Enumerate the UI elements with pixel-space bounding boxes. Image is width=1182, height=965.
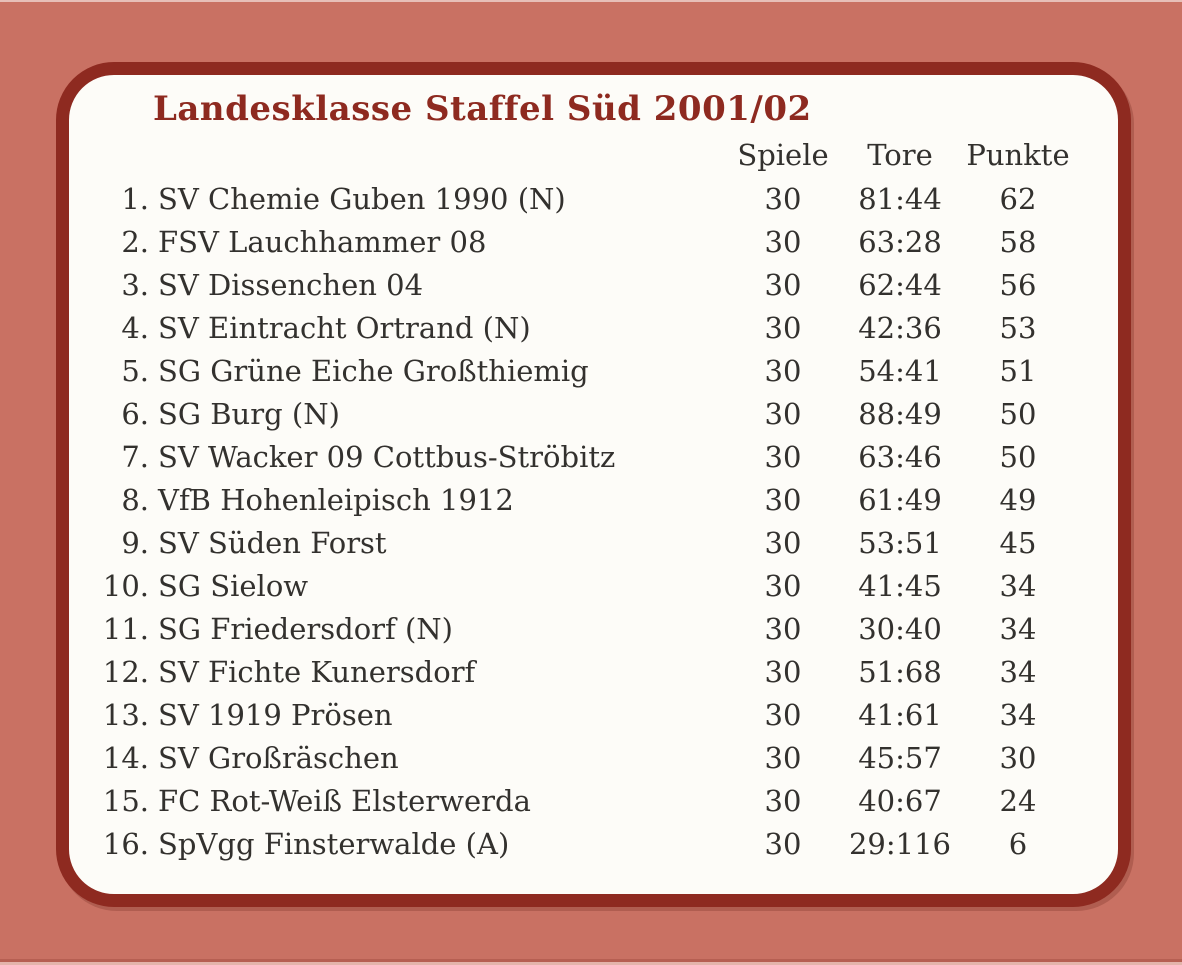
table-header-row [69,133,1118,176]
punkte-cell: 51 [999,353,1037,388]
table-row [69,736,1118,779]
page-title: Landesklasse Staffel Süd 2001/02 [153,89,812,129]
team-cell: SV 1919 Prösen [158,697,393,732]
league-table-card [56,62,1131,907]
spiele-cell: 30 [764,396,802,431]
team-cell: SV Süden Forst [158,525,387,560]
spiele-cell: 30 [764,611,802,646]
punkte-cell: 50 [999,396,1037,431]
punkte-cell: 45 [999,525,1037,560]
punkte-cell: 34 [999,697,1037,732]
punkte-cell: 53 [999,310,1037,345]
tore-cell: 40:67 [858,783,942,818]
tore-cell: 63:28 [858,224,942,259]
team-cell: FSV Lauchhammer 08 [158,224,487,259]
tore-cell: 61:49 [858,482,942,517]
team-cell: SV Dissenchen 04 [158,267,424,302]
table-row [69,349,1118,392]
table-row [69,220,1118,263]
table-row [69,306,1118,349]
team-cell: VfB Hohenleipisch 1912 [158,482,514,517]
rank-cell: 10. [102,568,149,603]
spiele-cell: 30 [764,740,802,775]
tore-cell: 81:44 [858,181,942,216]
team-cell: SV Eintracht Ortrand (N) [158,310,531,345]
table-row [69,478,1118,521]
punkte-cell: 24 [999,783,1037,818]
tore-cell: 30:40 [858,611,942,646]
header-spiele: Spiele [737,137,829,172]
tore-cell: 51:68 [858,654,942,689]
team-cell: SG Burg (N) [158,396,340,431]
spiele-cell: 30 [764,267,802,302]
punkte-cell: 56 [999,267,1037,302]
tore-cell: 54:41 [858,353,942,388]
team-cell: SV Chemie Guben 1990 (N) [158,181,566,216]
punkte-cell: 34 [999,654,1037,689]
team-cell: SG Grüne Eiche Großthiemig [158,353,589,388]
rank-cell: 9. [121,525,149,560]
spiele-cell: 30 [764,482,802,517]
team-cell: FC Rot-Weiß Elsterwerda [158,783,531,818]
table-row [69,263,1118,306]
punkte-cell: 34 [999,568,1037,603]
punkte-cell: 6 [1008,826,1028,861]
team-cell: SG Friedersdorf (N) [158,611,453,646]
spiele-cell: 30 [764,353,802,388]
team-cell: SV Fichte Kunersdorf [158,654,476,689]
table-row [69,435,1118,478]
rank-cell: 7. [121,439,149,474]
tore-cell: 41:61 [858,697,942,732]
punkte-cell: 58 [999,224,1037,259]
punkte-cell: 50 [999,439,1037,474]
rank-cell: 12. [102,654,149,689]
spiele-cell: 30 [764,181,802,216]
tore-cell: 53:51 [858,525,942,560]
rank-cell: 4. [121,310,149,345]
spiele-cell: 30 [764,310,802,345]
team-cell: SpVgg Finsterwalde (A) [158,826,510,861]
punkte-cell: 34 [999,611,1037,646]
rank-cell: 15. [102,783,149,818]
spiele-cell: 30 [764,826,802,861]
rank-cell: 6. [121,396,149,431]
tore-cell: 45:57 [858,740,942,775]
table-row [69,822,1118,865]
rank-cell: 1. [121,181,149,216]
table-row [69,564,1118,607]
tore-cell: 29:116 [848,826,952,861]
table-row [69,693,1118,736]
rank-cell: 3. [121,267,149,302]
punkte-cell: 49 [999,482,1037,517]
table-row [69,650,1118,693]
header-tore: Tore [867,137,933,172]
tore-cell: 41:45 [858,568,942,603]
tore-cell: 88:49 [858,396,942,431]
spiele-cell: 30 [764,783,802,818]
spiele-cell: 30 [764,439,802,474]
spiele-cell: 30 [764,525,802,560]
table-row [69,177,1118,220]
punkte-cell: 30 [999,740,1037,775]
rank-cell: 8. [121,482,149,517]
rank-cell: 5. [121,353,149,388]
team-cell: SV Wacker 09 Cottbus-Ströbitz [158,439,616,474]
table-body [69,177,1118,865]
team-cell: SV Großräschen [158,740,399,775]
table-row [69,607,1118,650]
spiele-cell: 30 [764,654,802,689]
table-row [69,392,1118,435]
rank-cell: 13. [102,697,149,732]
spiele-cell: 30 [764,568,802,603]
punkte-cell: 62 [999,181,1037,216]
table-row [69,779,1118,822]
table-row [69,521,1118,564]
rank-cell: 11. [102,611,149,646]
rank-cell: 14. [102,740,149,775]
tore-cell: 63:46 [858,439,942,474]
tore-cell: 42:36 [858,310,942,345]
header-punkte: Punkte [966,137,1070,172]
tore-cell: 62:44 [858,267,942,302]
team-cell: SG Sielow [158,568,309,603]
spiele-cell: 30 [764,697,802,732]
rank-cell: 16. [102,826,149,861]
rank-cell: 2. [121,224,149,259]
spiele-cell: 30 [764,224,802,259]
page-top-edge [0,0,1182,2]
